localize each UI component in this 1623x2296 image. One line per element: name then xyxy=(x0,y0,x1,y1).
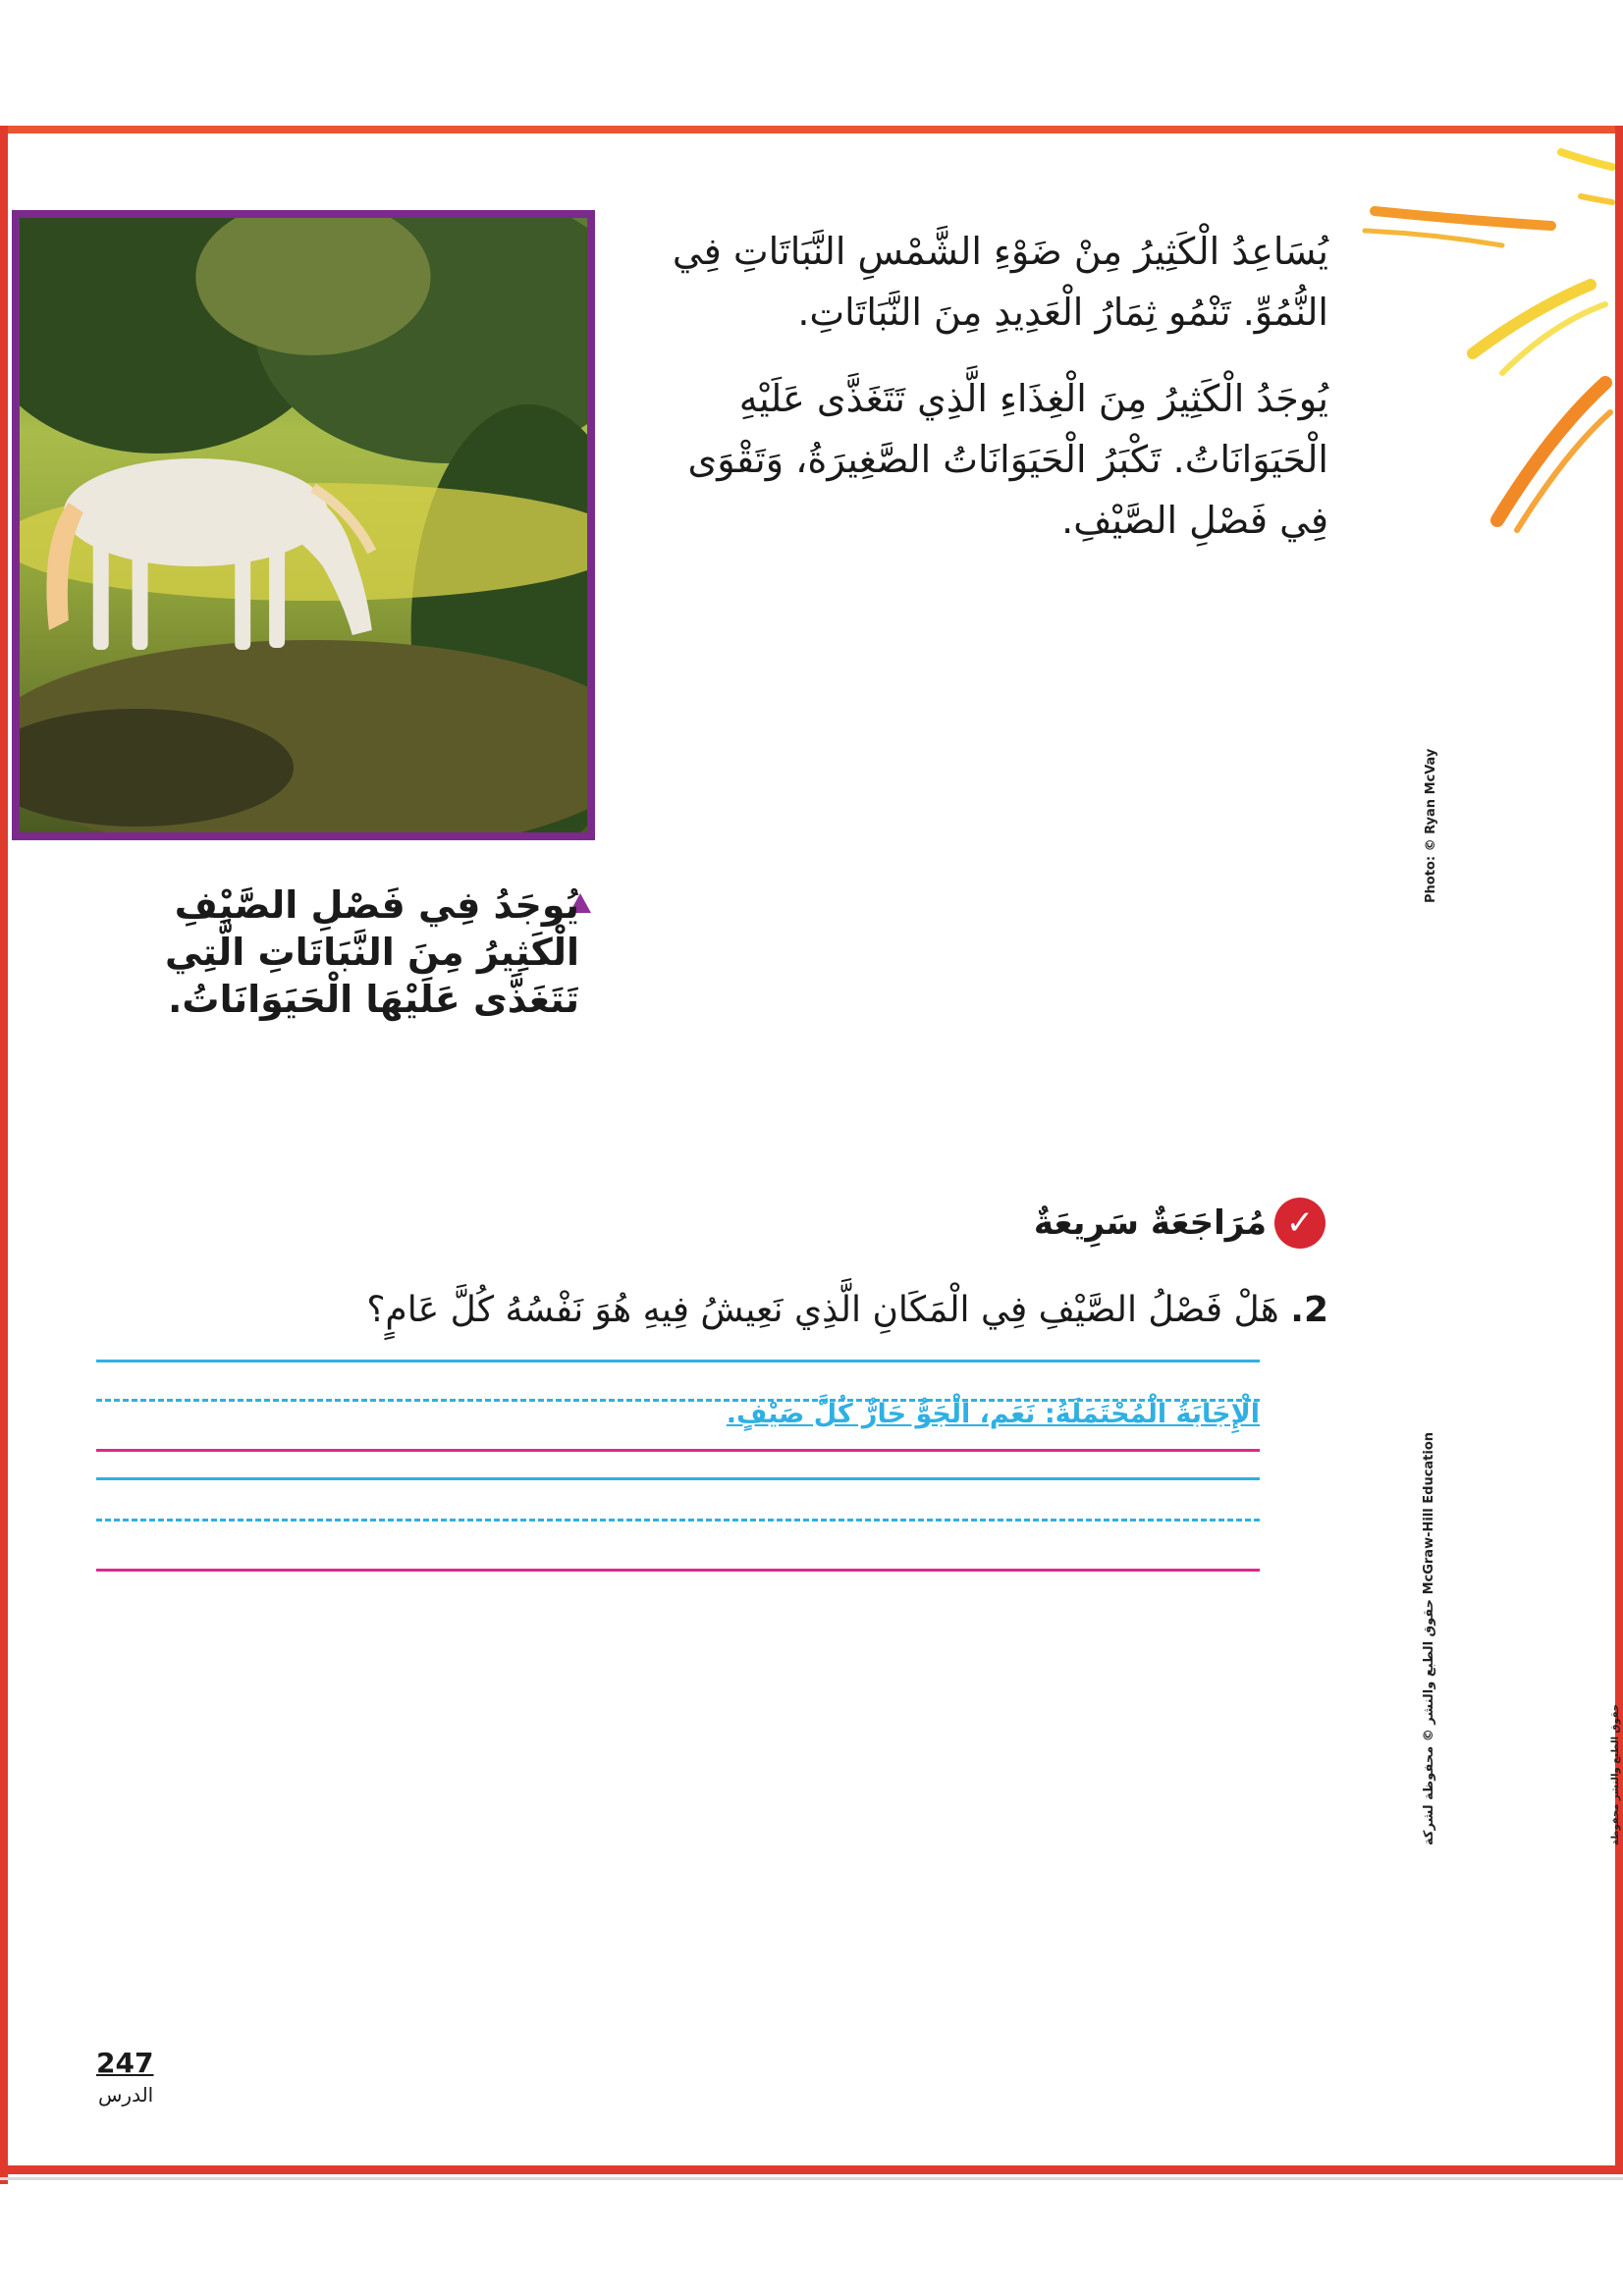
writing-line-top-2 xyxy=(96,1477,1260,1480)
page-frame-left xyxy=(0,126,8,2184)
quick-review-header xyxy=(982,1198,1325,1256)
writing-line-dashed-2 xyxy=(96,1519,1260,1522)
photo-caption: يُوجَدُ فِي فَصْلِ الصَّيْفِ الْكَثِيرُ مِنَ النَّبَاتَاتِ الَّتِي تَتَغَذَّى عَلَيْهَا الْحَيَوَانَاتُ. xyxy=(164,883,579,1021)
page-number: 247 xyxy=(96,2047,154,2079)
paragraph-food: يُوجَدُ الْكَثِيرُ مِنَ الْغِذَاءِ الَّذِي تَتَغَذَّى عَلَيْهِ الْحَيَوَانَاتُ. تَكْبَرُ الْحَيَوَانَاتُ الصَّغِيرَةُ، وَتَقْوَى فِي فَصْلِ الصَّيْفِ. xyxy=(687,377,1328,542)
writing-line-base-2[interactable] xyxy=(96,1569,1260,1572)
question-text: هَلْ فَصْلُ الصَّيْفِ فِي الْمَكَانِ الَّذِي نَعِيشُ فِيهِ هُوَ نَفْسُهُ كُلَّ عَامٍ؟ xyxy=(366,1290,1279,1330)
writing-line-base xyxy=(96,1449,1260,1452)
page-frame-bottom xyxy=(0,2165,1623,2174)
page-frame-right xyxy=(1615,126,1623,2174)
copyright-notice: حقوق الطبع والنشر © محفوظة لشركة McGraw-Hill Education xyxy=(1422,1431,1436,1845)
sun-illustration xyxy=(1355,137,1615,550)
paragraph-sunlight: يُسَاعِدُ الْكَثِيرُ مِنْ ضَوْءِ الشَّمْسِ النَّبَاتَاتِ فِي النُّمُوِّ. تَنْمُو ثِمَارُ الْعَدِيدِ مِنَ النَّبَاتَاتِ. xyxy=(672,230,1328,334)
page-label: الدرس xyxy=(98,2083,154,2107)
question xyxy=(248,1281,1328,1340)
question-number: 2. xyxy=(1290,1290,1328,1330)
page-frame-shadow xyxy=(0,2177,1623,2180)
photo-credit: Photo: © Ryan McVay xyxy=(1424,748,1438,903)
answer-text[interactable]: الْإِجَابَةُ الْمُحْتَمَلَةُ: نَعَم، الْجَوُّ حَارٌّ كُلَّ صَيْفٍ. xyxy=(726,1399,1260,1429)
page-frame-top xyxy=(0,126,1623,133)
copyright-notice-right: حقوق الطبع والنشر محفوظة xyxy=(1610,1703,1621,1845)
quick-review-title: مُرَاجَعَةٌ سَرِيعَةٌ xyxy=(1033,1203,1267,1243)
check-icon: ✓ xyxy=(1274,1198,1325,1249)
horse-grazing-photo xyxy=(12,210,595,840)
writing-line-top xyxy=(96,1360,1260,1362)
